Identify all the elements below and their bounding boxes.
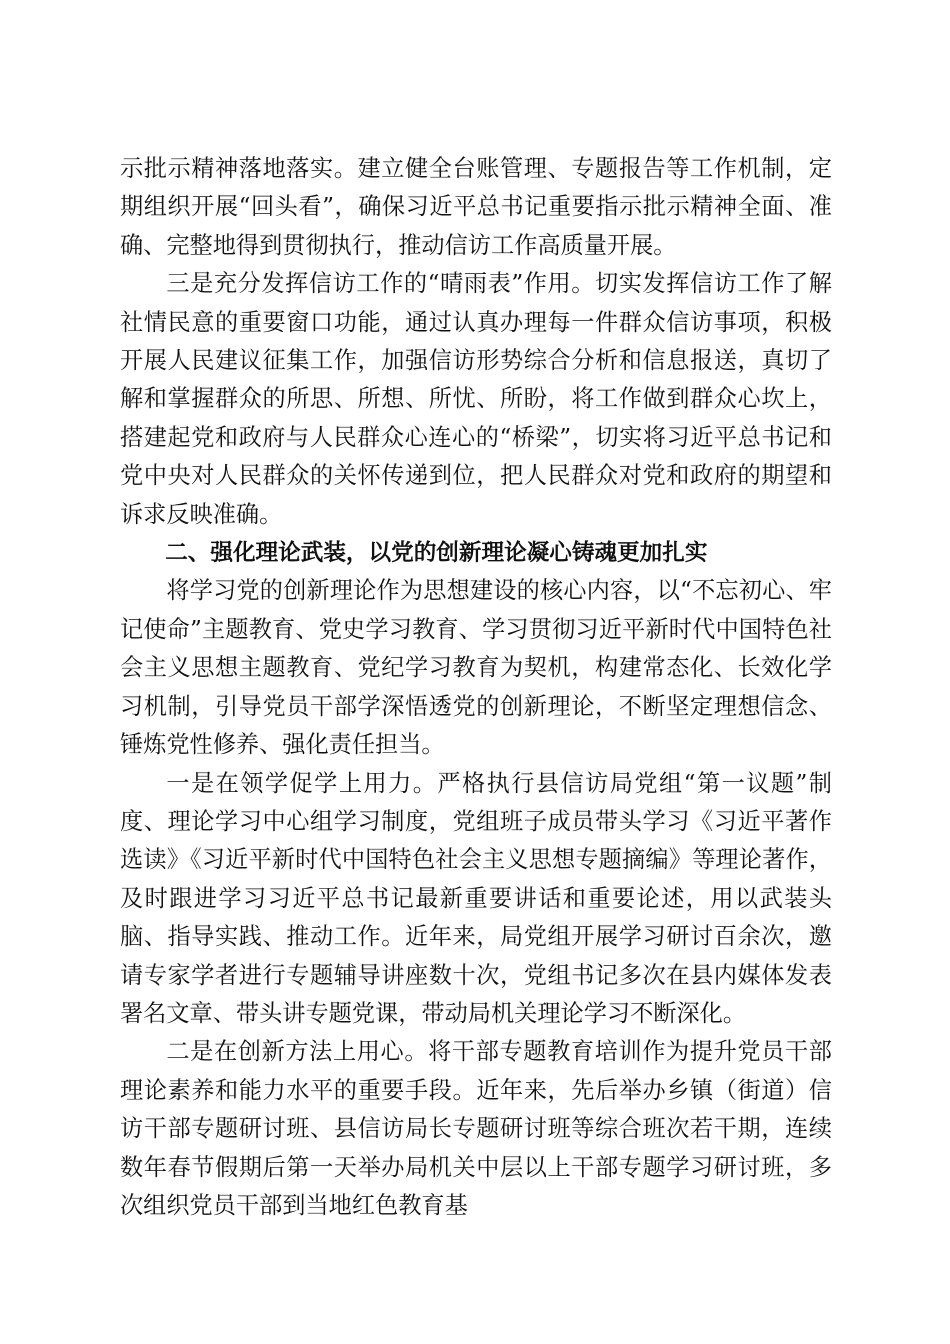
paragraph-lead-study: 一是在领学促学上用力。严格执行县信访局党组“第一议题”制度、理论学习中心组学习制度，党组班子成员带头学习《习近平著作选读》《习近平新时代中国特色社会主义思想专题摘编》等理论著作，及时跟进学习习近平总书记最新重要讲话和重要论述，用以武装头脑、指导实践、推动工作。近年来，局党组开展学习研讨百余次，邀请专家学者进行专题辅导讲座数十次，党组书记多次在县内媒体发表署名文章、带头讲专题党课，带动局机关理论学习不断深化。 (120, 769, 832, 1027)
paragraph-continued: 示批示精神落地落实。建立健全台账管理、专题报告等工作机制，定期组织开展“回头看”，确保习近平总书记重要指示批示精神全面、准确、完整地得到贯彻执行，推动信访工作高质量开展。 (120, 155, 832, 259)
paragraph-theory-intro: 将学习党的创新理论作为思想建设的核心内容，以“不忘初心、牢记使命”主题教育、党史学习教育、学习贯彻习近平新时代中国特色社会主义思想主题教育、党纪学习教育为契机，构建常态化、长效化学习机制，引导党员干部学深悟透党的创新理论，不断坚定理想信念、锤炼党性修养、强化责任担当。 (120, 577, 832, 759)
paragraph-innovate-methods: 二是在创新方法上用心。将干部专题教育培训作为提升党员干部理论素养和能力水平的重要手段。近年来，先后举办乡镇（街道）信访干部专题研讨班、县信访局长专题研讨班等综合班次若干期，连续数年春节假期后第一天举办局机关中层以上干部专题学习研讨班，多次组织党员干部到当地红色教育基 (120, 1038, 832, 1219)
document-page (120, 150, 832, 1225)
paragraph-weather-vane: 三是充分发挥信访工作的“晴雨表”作用。切实发挥信访工作了解社情民意的重要窗口功能，通过认真办理每一件群众信访事项，积极开展人民建议征集工作，加强信访形势综合分析和信息报送，真切了解和掌握群众的所思、所想、所忧、所盼，将工作做到群众心坎上，搭建起党和政府与人民群众心连心的“桥梁”，切实将习近平总书记和党中央对人民群众的关怀传递到位，把人民群众对党和政府的期望和诉求反映准确。 (120, 270, 832, 528)
section-heading: 二、强化理论武装，以党的创新理论凝心铸魂更加扎实 (165, 540, 708, 567)
